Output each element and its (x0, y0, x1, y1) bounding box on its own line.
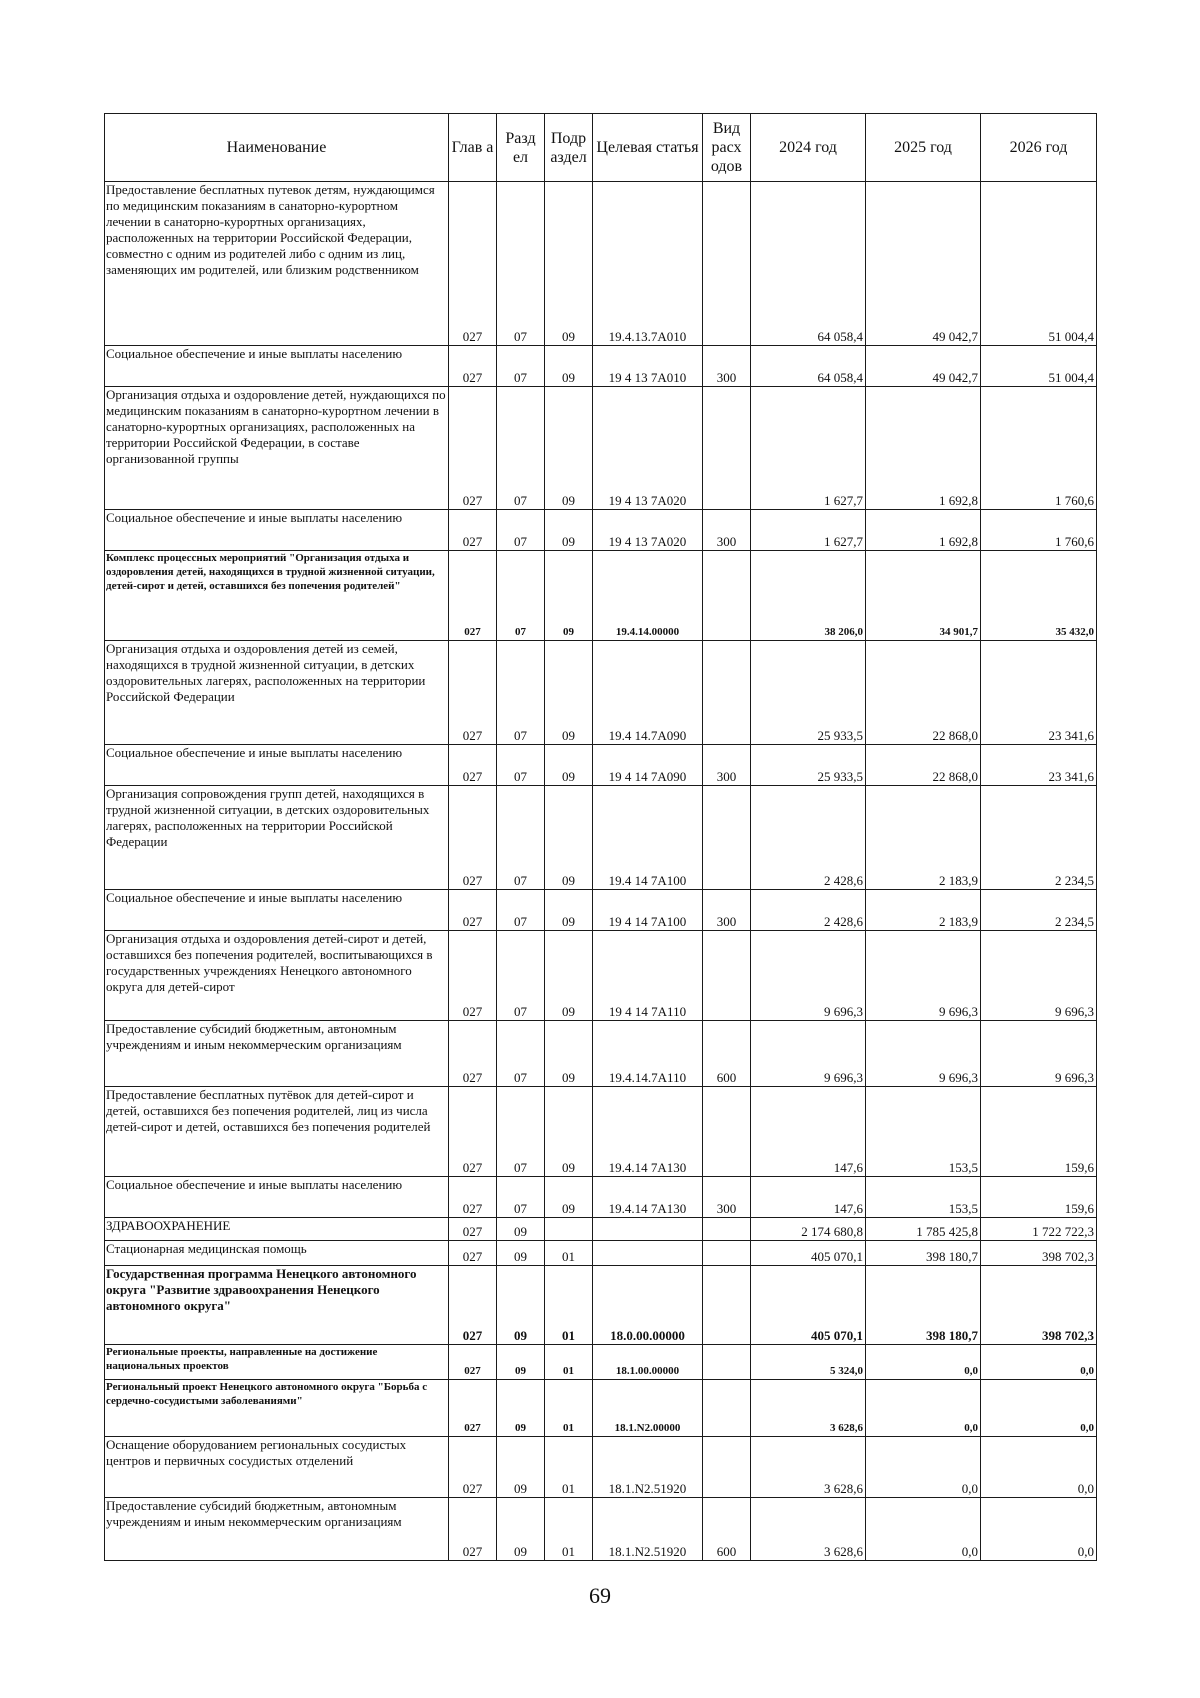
row-glava: 027 (449, 1380, 497, 1437)
row-target-article (593, 1218, 703, 1241)
row-amount-2024: 38 206,0 (751, 551, 866, 641)
row-amount-2026: 1 760,6 (981, 387, 1097, 510)
header-podrazdel: Подр аздел (545, 114, 593, 182)
row-amount-2025: 0,0 (866, 1437, 981, 1498)
row-amount-2025: 49 042,7 (866, 182, 981, 346)
row-expense-type (703, 1218, 751, 1241)
row-name: Организация сопровождения групп детей, находящихся в трудной жизненной ситуации, в детских оздоровительных лагерях, расположенных на территории Российской Федерации (105, 786, 449, 890)
table-row (105, 1266, 1097, 1345)
row-razdel: 07 (497, 931, 545, 1021)
row-name: Региональный проект Ненецкого автономного округа "Борьба с сердечно-сосудистыми заболеваниями" (105, 1380, 449, 1437)
row-razdel: 09 (497, 1437, 545, 1498)
table-row (105, 1021, 1097, 1087)
table-row (105, 1345, 1097, 1380)
row-glava: 027 (449, 1266, 497, 1345)
row-name: Региональные проекты, направленные на достижение национальных проектов (105, 1345, 449, 1380)
table-row (105, 1177, 1097, 1218)
row-amount-2024: 9 696,3 (751, 1021, 866, 1087)
table-row (105, 1437, 1097, 1498)
table-row (105, 641, 1097, 745)
row-name: Социальное обеспечение и иные выплаты населению (105, 346, 449, 387)
table-row (105, 745, 1097, 786)
row-glava: 027 (449, 1087, 497, 1177)
row-expense-type (703, 1266, 751, 1345)
row-target-article (593, 1241, 703, 1266)
row-amount-2025: 49 042,7 (866, 346, 981, 387)
row-razdel: 07 (497, 745, 545, 786)
row-glava: 027 (449, 1437, 497, 1498)
table-row (105, 346, 1097, 387)
row-amount-2024: 147,6 (751, 1087, 866, 1177)
row-expense-type: 300 (703, 346, 751, 387)
table-row (105, 1218, 1097, 1241)
row-glava: 027 (449, 786, 497, 890)
row-razdel: 09 (497, 1345, 545, 1380)
table-row (105, 551, 1097, 641)
row-amount-2024: 147,6 (751, 1177, 866, 1218)
row-amount-2026: 23 341,6 (981, 745, 1097, 786)
row-expense-type: 600 (703, 1021, 751, 1087)
header-expense-type: Вид расх одов (703, 114, 751, 182)
row-podrazdel: 09 (545, 745, 593, 786)
row-amount-2024: 2 428,6 (751, 786, 866, 890)
row-expense-type (703, 1437, 751, 1498)
row-amount-2025: 0,0 (866, 1345, 981, 1380)
row-target-article: 18.0.00.00000 (593, 1266, 703, 1345)
row-amount-2024: 405 070,1 (751, 1266, 866, 1345)
row-amount-2026: 0,0 (981, 1498, 1097, 1561)
row-name: Стационарная медицинская помощь (105, 1241, 449, 1266)
row-amount-2026: 23 341,6 (981, 641, 1097, 745)
row-podrazdel: 09 (545, 510, 593, 551)
row-glava: 027 (449, 346, 497, 387)
row-podrazdel: 09 (545, 551, 593, 641)
row-amount-2025: 34 901,7 (866, 551, 981, 641)
row-name: Предоставление субсидий бюджетным, автономным учреждениям и иным некоммерческим организациям (105, 1498, 449, 1561)
row-amount-2025: 1 692,8 (866, 387, 981, 510)
row-amount-2024: 25 933,5 (751, 641, 866, 745)
row-target-article: 19 4 13 7А010 (593, 346, 703, 387)
row-amount-2026: 398 702,3 (981, 1241, 1097, 1266)
row-amount-2025: 9 696,3 (866, 1021, 981, 1087)
row-podrazdel: 01 (545, 1266, 593, 1345)
table-row (105, 1241, 1097, 1266)
row-razdel: 07 (497, 1087, 545, 1177)
row-podrazdel: 09 (545, 786, 593, 890)
header-name: Наименование (105, 114, 449, 182)
row-name: Предоставление бесплатных путёвок для детей-сирот и детей, оставшихся без попечения родителей, лиц из числа детей-сирот и детей, оставшихся без попечения родителей (105, 1087, 449, 1177)
row-podrazdel: 01 (545, 1437, 593, 1498)
row-podrazdel (545, 1218, 593, 1241)
row-razdel: 07 (497, 510, 545, 551)
row-amount-2024: 9 696,3 (751, 931, 866, 1021)
row-amount-2025: 0,0 (866, 1380, 981, 1437)
row-target-article: 19.4 14.7А090 (593, 641, 703, 745)
table-row (105, 786, 1097, 890)
row-expense-type (703, 1380, 751, 1437)
row-target-article: 18.1.N2.00000 (593, 1380, 703, 1437)
row-target-article: 19.4.14.00000 (593, 551, 703, 641)
table-row (105, 510, 1097, 551)
row-amount-2025: 1 692,8 (866, 510, 981, 551)
row-amount-2024: 1 627,7 (751, 510, 866, 551)
row-name: Социальное обеспечение и иные выплаты населению (105, 1177, 449, 1218)
row-podrazdel: 01 (545, 1241, 593, 1266)
row-glava: 027 (449, 641, 497, 745)
row-glava: 027 (449, 1345, 497, 1380)
row-amount-2025: 153,5 (866, 1087, 981, 1177)
row-podrazdel: 09 (545, 1021, 593, 1087)
row-amount-2024: 5 324,0 (751, 1345, 866, 1380)
row-expense-type (703, 641, 751, 745)
row-podrazdel: 01 (545, 1380, 593, 1437)
row-podrazdel: 09 (545, 1087, 593, 1177)
row-amount-2024: 3 628,6 (751, 1437, 866, 1498)
table-row (105, 890, 1097, 931)
row-glava: 027 (449, 1241, 497, 1266)
row-amount-2026: 2 234,5 (981, 786, 1097, 890)
row-podrazdel: 09 (545, 890, 593, 931)
row-target-article: 19.4.14 7А130 (593, 1087, 703, 1177)
row-amount-2025: 2 183,9 (866, 786, 981, 890)
row-razdel: 07 (497, 387, 545, 510)
row-amount-2025: 1 785 425,8 (866, 1218, 981, 1241)
row-expense-type (703, 387, 751, 510)
row-razdel: 09 (497, 1498, 545, 1561)
row-target-article: 18.1.00.00000 (593, 1345, 703, 1380)
row-expense-type (703, 1087, 751, 1177)
row-glava: 027 (449, 931, 497, 1021)
row-target-article: 18.1.N2.51920 (593, 1498, 703, 1561)
row-podrazdel: 09 (545, 641, 593, 745)
row-expense-type (703, 1345, 751, 1380)
header-row (105, 114, 1097, 182)
row-amount-2026: 9 696,3 (981, 931, 1097, 1021)
row-expense-type (703, 1241, 751, 1266)
row-target-article: 19.4.13.7А010 (593, 182, 703, 346)
table-row (105, 1380, 1097, 1437)
row-razdel: 07 (497, 1021, 545, 1087)
row-expense-type: 600 (703, 1498, 751, 1561)
row-name: Организация отдыха и оздоровления детей-сирот и детей, оставшихся без попечения родителей, воспитывающихся в государственных учреждениях Ненецкого автономного округа для детей-сирот (105, 931, 449, 1021)
row-amount-2025: 9 696,3 (866, 931, 981, 1021)
row-amount-2024: 25 933,5 (751, 745, 866, 786)
row-name: Социальное обеспечение и иные выплаты населению (105, 510, 449, 551)
row-amount-2026: 159,6 (981, 1087, 1097, 1177)
table-row (105, 182, 1097, 346)
row-name: Социальное обеспечение и иные выплаты населению (105, 890, 449, 931)
row-glava: 027 (449, 1177, 497, 1218)
row-amount-2025: 22 868,0 (866, 641, 981, 745)
row-amount-2026: 35 432,0 (981, 551, 1097, 641)
row-razdel: 07 (497, 641, 545, 745)
row-glava: 027 (449, 1498, 497, 1561)
row-glava: 027 (449, 1218, 497, 1241)
row-razdel: 09 (497, 1380, 545, 1437)
row-amount-2026: 1 760,6 (981, 510, 1097, 551)
row-razdel: 09 (497, 1266, 545, 1345)
row-razdel: 07 (497, 182, 545, 346)
row-target-article: 19.4.14 7А130 (593, 1177, 703, 1218)
row-target-article: 19 4 14 7А100 (593, 890, 703, 931)
row-name: ЗДРАВООХРАНЕНИЕ (105, 1218, 449, 1241)
row-expense-type: 300 (703, 745, 751, 786)
row-expense-type (703, 786, 751, 890)
row-amount-2025: 22 868,0 (866, 745, 981, 786)
row-razdel: 09 (497, 1218, 545, 1241)
header-razdel: Разд ел (497, 114, 545, 182)
row-amount-2024: 1 627,7 (751, 387, 866, 510)
row-razdel: 07 (497, 786, 545, 890)
row-amount-2025: 398 180,7 (866, 1266, 981, 1345)
row-name: Оснащение оборудованием региональных сосудистых центров и первичных сосудистых отделений (105, 1437, 449, 1498)
row-name: Комплекс процессных мероприятий "Организация отдыха и оздоровления детей, находящихся в трудной жизненной ситуации, детей-сирот и детей, оставшихся без попечения родителей" (105, 551, 449, 641)
row-expense-type (703, 931, 751, 1021)
row-podrazdel: 09 (545, 931, 593, 1021)
row-podrazdel: 01 (545, 1345, 593, 1380)
row-amount-2026: 51 004,4 (981, 346, 1097, 387)
row-podrazdel: 01 (545, 1498, 593, 1561)
table-row (105, 1498, 1097, 1561)
table-row (105, 1087, 1097, 1177)
row-expense-type: 300 (703, 1177, 751, 1218)
row-razdel: 07 (497, 890, 545, 931)
row-target-article: 19 4 13 7А020 (593, 510, 703, 551)
row-amount-2026: 0,0 (981, 1380, 1097, 1437)
row-name: Предоставление субсидий бюджетным, автономным учреждениям и иным некоммерческим организациям (105, 1021, 449, 1087)
table-row (105, 931, 1097, 1021)
header-year-2025: 2025 год (866, 114, 981, 182)
row-glava: 027 (449, 1021, 497, 1087)
row-amount-2026: 0,0 (981, 1437, 1097, 1498)
row-expense-type (703, 182, 751, 346)
row-glava: 027 (449, 890, 497, 931)
header-glava: Глав а (449, 114, 497, 182)
row-amount-2026: 159,6 (981, 1177, 1097, 1218)
row-name: Государственная программа Ненецкого автономного округа "Развитие здравоохранения Ненецкого автономного округа" (105, 1266, 449, 1345)
row-amount-2026: 1 722 722,3 (981, 1218, 1097, 1241)
row-amount-2025: 398 180,7 (866, 1241, 981, 1266)
row-glava: 027 (449, 745, 497, 786)
row-expense-type: 300 (703, 890, 751, 931)
row-podrazdel: 09 (545, 1177, 593, 1218)
row-glava: 027 (449, 551, 497, 641)
row-glava: 027 (449, 510, 497, 551)
table-row (105, 387, 1097, 510)
header-year-2024: 2024 год (751, 114, 866, 182)
row-podrazdel: 09 (545, 182, 593, 346)
row-target-article: 19 4 14 7А110 (593, 931, 703, 1021)
row-target-article: 19 4 14 7А090 (593, 745, 703, 786)
row-amount-2025: 0,0 (866, 1498, 981, 1561)
row-target-article: 19.4.14.7А110 (593, 1021, 703, 1087)
row-expense-type: 300 (703, 510, 751, 551)
budget-table (104, 113, 1097, 1561)
row-amount-2026: 398 702,3 (981, 1266, 1097, 1345)
row-amount-2026: 51 004,4 (981, 182, 1097, 346)
row-podrazdel: 09 (545, 346, 593, 387)
row-amount-2024: 64 058,4 (751, 182, 866, 346)
row-name: Организация отдыха и оздоровления детей из семей, находящихся в трудной жизненной ситуации, в детских оздоровительных лагерях, расположенных на территории Российской Федерации (105, 641, 449, 745)
row-amount-2024: 64 058,4 (751, 346, 866, 387)
row-amount-2024: 2 174 680,8 (751, 1218, 866, 1241)
row-amount-2025: 153,5 (866, 1177, 981, 1218)
row-name: Организация отдыха и оздоровление детей, нуждающихся по медицинским показаниям в санаторно-курортном лечении в санаторно-курортных организациях, расположенных на территории Российской Федерации, в составе организованной группы (105, 387, 449, 510)
row-amount-2024: 3 628,6 (751, 1498, 866, 1561)
row-amount-2024: 3 628,6 (751, 1380, 866, 1437)
row-amount-2025: 2 183,9 (866, 890, 981, 931)
row-amount-2024: 2 428,6 (751, 890, 866, 931)
page-number: 69 (589, 1583, 611, 1608)
row-amount-2026: 0,0 (981, 1345, 1097, 1380)
row-razdel: 07 (497, 346, 545, 387)
row-amount-2026: 9 696,3 (981, 1021, 1097, 1087)
row-razdel: 09 (497, 1241, 545, 1266)
row-razdel: 07 (497, 551, 545, 641)
row-expense-type (703, 551, 751, 641)
row-target-article: 19 4 13 7А020 (593, 387, 703, 510)
row-glava: 027 (449, 182, 497, 346)
header-target-article: Целевая статья (593, 114, 703, 182)
row-name: Социальное обеспечение и иные выплаты населению (105, 745, 449, 786)
row-target-article: 19.4 14 7А100 (593, 786, 703, 890)
header-year-2026: 2026 год (981, 114, 1097, 182)
row-name: Предоставление бесплатных путевок детям, нуждающимся по медицинским показаниям в санаторно-курортном лечении в санаторно-курортных организациях, расположенных на территории Российской Федерации, совместно с одним из родителей либо с одним из лиц, заменяющих им родителей, или близким родственником (105, 182, 449, 346)
row-amount-2024: 405 070,1 (751, 1241, 866, 1266)
row-podrazdel: 09 (545, 387, 593, 510)
row-target-article: 18.1.N2.51920 (593, 1437, 703, 1498)
row-amount-2026: 2 234,5 (981, 890, 1097, 931)
row-razdel: 07 (497, 1177, 545, 1218)
row-glava: 027 (449, 387, 497, 510)
